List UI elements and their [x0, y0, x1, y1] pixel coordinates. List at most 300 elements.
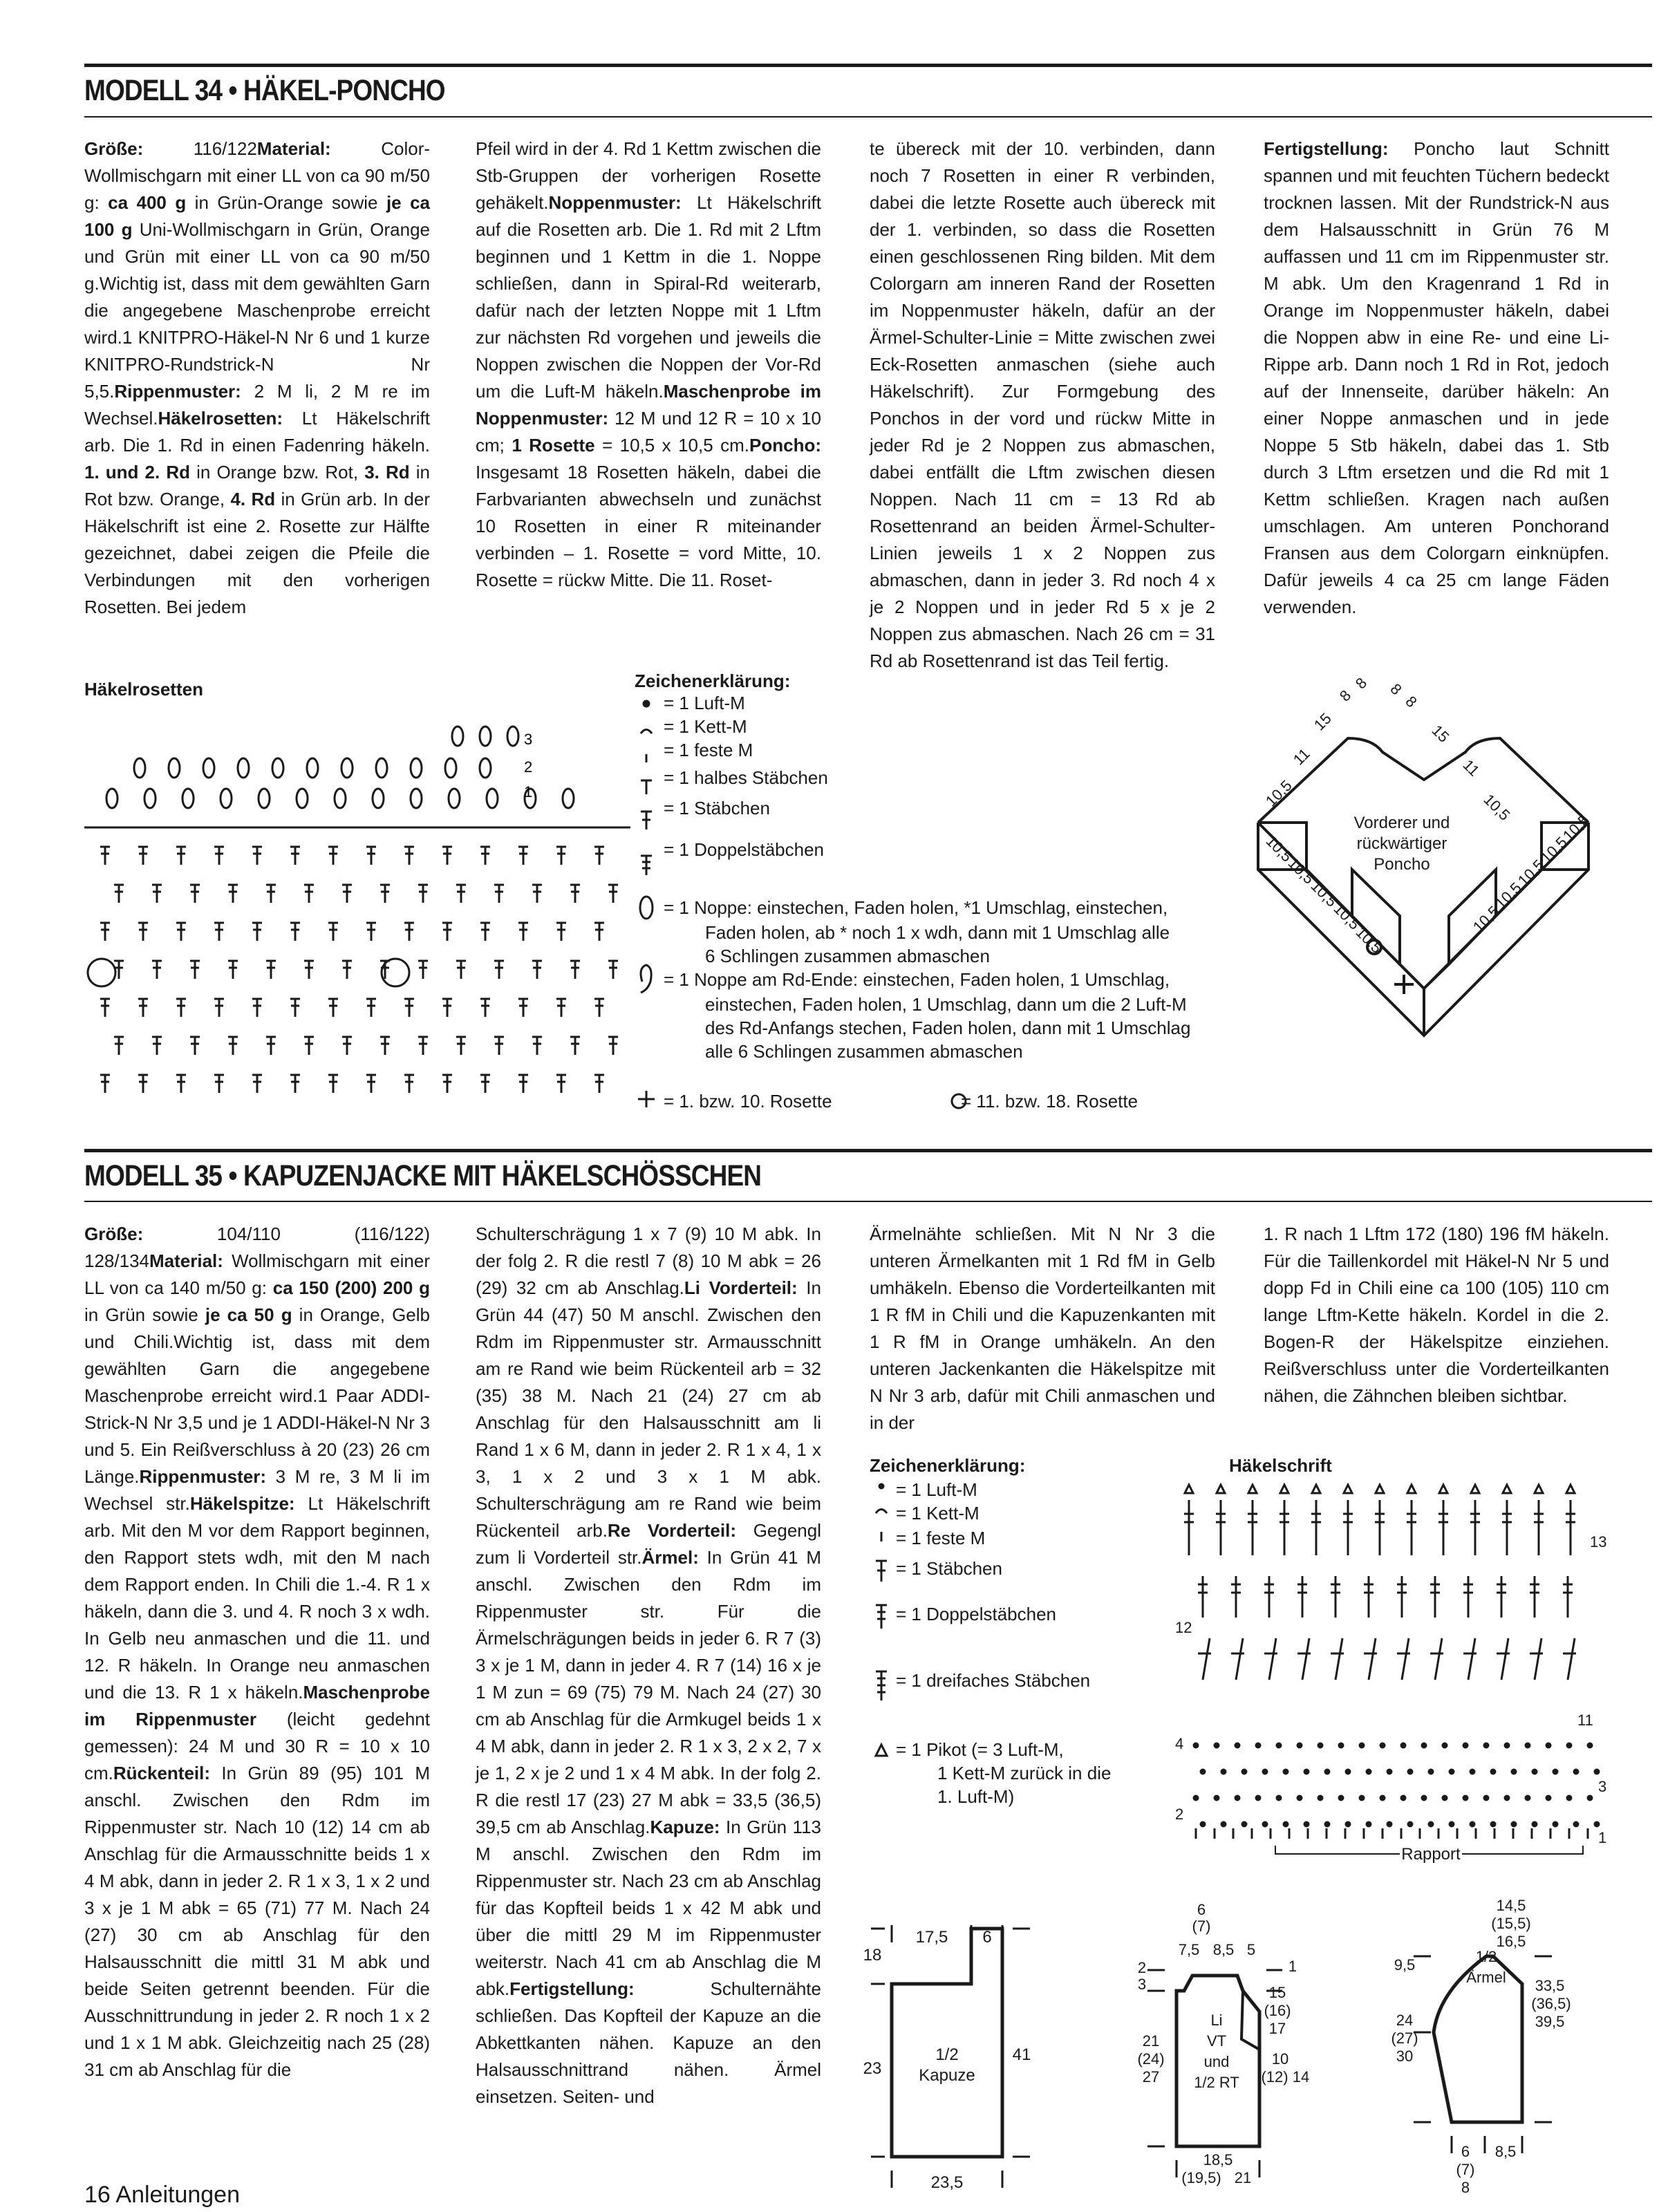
kapuze-dim-right: 41: [1012, 2045, 1031, 2064]
chain-dot: [1380, 1743, 1385, 1747]
stitch-symbol: [518, 1075, 528, 1093]
stitch-symbol: [138, 923, 148, 941]
sleeve-dim-t1: 14,5: [1496, 1897, 1526, 1914]
stitch-symbol: [290, 847, 300, 865]
paragraph: [476, 1221, 821, 2110]
stitch-symbol: [594, 923, 604, 941]
chain-dot: [1339, 1796, 1343, 1800]
stitch-symbol: [480, 1075, 490, 1093]
vt-label-3: und: [1203, 2053, 1230, 2070]
dim-side: 10,5: [1284, 854, 1318, 888]
chain-dot: [1546, 1796, 1550, 1800]
bold-term: Rückenteil:: [113, 1763, 211, 1783]
stitch-symbol: [176, 999, 186, 1017]
modell35-col4-text: 1. R nach 1 Lftm 172 (180) 196 fM häkeln. Für die Taillenkordel mit Häkel-N Nr 5 und dopp Fd in Chili eine ca 100 (105) 110 cm lange Lftm-Kette häkeln. Kordel in die 2. Bogen-R der Häkelspitze einziehen. Reißverschluss unter die Vorderteilkanten nähen, die Zähnchen bleiben sichtbar.: [1264, 1224, 1609, 1406]
stitch-symbol: [556, 847, 566, 865]
fan-stitch: [1364, 1638, 1377, 1680]
fan-stitch: [1530, 1638, 1543, 1680]
bold-term: Ärmel:: [641, 1547, 699, 1568]
bobble: [452, 727, 463, 746]
stitch-symbol: [328, 1075, 338, 1093]
modell34-column-4: [1264, 135, 1609, 621]
modell34-column-1: [84, 135, 430, 621]
stitch-symbol: [304, 885, 314, 903]
sleeve-dim-r1: 33,5: [1535, 1977, 1565, 1994]
stitch-symbol: [532, 1037, 542, 1055]
vt-dim-left2: (24): [1137, 2050, 1165, 2068]
stitch-symbol: [176, 923, 186, 941]
text: In Grün 44 (47) 50 M anschl. Zwischen den Rdm im Rippenmuster str. Armausschnitt am re Rand wie beim Rückenteil arb = 32 (35) 38 M. Nach 21 (24) 27 cm ab Anschlag für den Halsausschnitt am li Rand 1 x 6 M, dann in jeder 2. R 1 x 4, 1 x 3, 1 x 2 und 3 x 1 M abk. Schulterschrägung am re Rand wie beim Rückenteil arb.: [476, 1277, 821, 1541]
legend-item: = 1 Pikot (= 3 Luft-M,: [896, 1739, 1064, 1760]
hdc-symbol: [641, 780, 652, 794]
dim-side: 10,5: [1262, 832, 1296, 865]
legend-item: 1. Luft-M): [937, 1786, 1015, 1807]
vt-dim-s2: 2: [1137, 1959, 1147, 1976]
stitch-symbol: [418, 885, 428, 903]
sleeve-dim-b2: (7): [1456, 2161, 1475, 2178]
chain-dot: [1263, 1822, 1267, 1826]
chain-dot: [1380, 1796, 1385, 1800]
legend-item: = 11. bzw. 18. Rosette: [961, 1091, 1138, 1112]
kapuze-dim-left-top: 18: [863, 1946, 882, 1965]
vt-dim-r2: (16): [1264, 2002, 1291, 2019]
dc-stitch: [1264, 1576, 1274, 1618]
text: Insgesamt 18 Rosetten häkeln, dabei die Farbvarianten abwechseln und zunächst 10 Rosetten in einer R miteinander verbinden – 1. Rosette = vord Mitte, 10. Rosette = rückw Mitte. Die 11. Roset-: [476, 462, 821, 590]
paragraph: [84, 135, 430, 621]
kapuze-dim-left: 23: [863, 2059, 882, 2078]
bobble: [134, 758, 145, 778]
bold-term: Maschenprobe im Rippenmuster: [84, 1682, 430, 1730]
stitch-symbol: [556, 1075, 566, 1093]
chain-dot: [1429, 1770, 1433, 1774]
legend-item: = 1 Kett-M: [664, 716, 747, 737]
bold-term: Maschenprobe im Noppenmuster:: [476, 381, 821, 429]
chain-dot: [1401, 1796, 1405, 1800]
bold-term: ca 400 g: [108, 192, 187, 213]
bobble: [106, 789, 118, 808]
tr-symbol: [641, 856, 652, 875]
text: 1 KNITPRO-Häkel-N Nr 6 und 1 kurze KNITPRO-Rundstrick-N Nr 5,5.: [84, 327, 430, 402]
stitch-symbol: [138, 847, 148, 865]
kapuze-dim-top: 17,5: [915, 1928, 948, 1947]
fan-stitch: [1198, 1638, 1211, 1680]
chain-dot: [1346, 1822, 1350, 1826]
kapuze-dim-top2: 6: [982, 1928, 992, 1947]
vt-dim-b2: (12): [1261, 2068, 1288, 2086]
text: = 10,5 x 10,5 cm.: [594, 435, 750, 456]
bold-term: je ca 100 g: [84, 192, 430, 240]
poncho-schematic: [1189, 662, 1659, 1098]
paragraph: [84, 1221, 430, 2083]
bold-term: Häkelrosetten:: [158, 408, 283, 429]
stitch-symbol: [152, 1037, 162, 1055]
stitch-symbol: [404, 999, 414, 1017]
chain-dot: [1595, 1822, 1599, 1826]
dc-stitch: [1231, 1576, 1241, 1618]
stitch-symbol: [328, 923, 338, 941]
bobble: [307, 758, 318, 778]
legend-item: 6 Schlingen zusammen abmaschen: [705, 946, 990, 966]
picot: [1471, 1485, 1479, 1493]
tall-stitch: [1470, 1500, 1480, 1555]
modell35-title-underline: [84, 1201, 1652, 1202]
legend-item: einstechen, Faden holen, 1 Umschlag, dann um die 2 Luft-M: [705, 994, 1187, 1015]
text: Schulternähte schließen. Das Kopfteil der Kapuze an die Abkettkanten nähen. Kapuze an den Halsausschnittrand nähen. Ärmel einsetzen. Seiten- und: [476, 1978, 821, 2107]
vt-dim-left3: 27: [1142, 2068, 1160, 2086]
legend-item: = 1 Luft-M: [664, 693, 745, 713]
text: In Grün 89 (95) 101 M anschl. Zwischen den Rdm im Rippenmuster str. Nach 10 (12) 14 cm ab Anschlag für die Armausschnitte beids 1 x 4 M abk, dann in jeder 2. R 1 x 3, 1 x 2 und 3 x je 1 M abk = 65 (71) 77 M. Nach 24 (27) 30 cm ab Anschlag für den Halsausschnitt die mittl 31 M abk und beide Seiten getrennt beenden. Für die Ausschnittrundung in jeder 2. R noch 1 x 2 und 1 x 1 M abk. Gleichzeitig nach 25 (28) 31 cm ab Anschlag für die: [84, 1763, 430, 2080]
text: Gegengl zum li Vorderteil str.: [476, 1520, 822, 1568]
vt-label-4: 1/2 RT: [1194, 2074, 1239, 2091]
chain-dot: [1304, 1822, 1309, 1826]
chart-row-3: 3: [1598, 1778, 1607, 1795]
chain-dot: [1546, 1743, 1550, 1747]
chain-dot: [1491, 1822, 1495, 1826]
picot: [1217, 1485, 1225, 1493]
dim-side: 10,5: [1559, 811, 1593, 845]
sleeve-schematic: [1376, 1894, 1652, 2212]
text: in Grün sowie: [84, 1304, 205, 1325]
dim-8: 8: [1402, 692, 1421, 711]
stitch-symbol: [214, 1075, 224, 1093]
fan-stitch: [1264, 1638, 1277, 1680]
chain-dot: [1574, 1770, 1578, 1774]
stitch-symbol: [442, 923, 452, 941]
stitch-symbol: [100, 923, 110, 941]
chain-dot: [1512, 1822, 1516, 1826]
stitch-symbol: [252, 999, 262, 1017]
dim-side: 10,5: [1307, 877, 1341, 910]
text: in Grün arb. In der Häkelschrift ist eine 2. Rosette zur Hälfte gezeichnet, dabei zeigen die Pfeile die Verbindungen mit den vorherigen Rosetten. Bei jedem: [84, 489, 430, 617]
text: in Orange bzw. Rot,: [190, 462, 365, 482]
row-label-1: 1: [524, 783, 533, 800]
chain-dot: [1360, 1743, 1364, 1747]
lace-edging-chart: [1175, 1472, 1659, 1942]
bold-term: Re Vorderteil:: [607, 1520, 736, 1541]
dc-stitch: [1497, 1576, 1506, 1618]
stitch-symbol: [100, 847, 110, 865]
bobble: [182, 789, 194, 808]
vt-dim-bottom3: 21: [1234, 2169, 1252, 2186]
chain-dot: [1491, 1770, 1495, 1774]
stitch-symbol: [518, 847, 528, 865]
rosette-1-symbol: [638, 1091, 655, 1107]
bobble: [341, 758, 353, 778]
stitch-symbol: [366, 847, 376, 865]
stitch-symbol: [100, 999, 110, 1017]
lace-stitches: [1184, 1485, 1599, 1839]
dim-side: 10,5: [1330, 899, 1364, 933]
legend-item: des Rd-Anfangs stechen, Faden holen, dann mit 1 Umschlag: [705, 1018, 1191, 1038]
chain-dot: [1533, 1822, 1537, 1826]
stitch-symbol: [594, 847, 604, 865]
poncho-label-3: Poncho: [1374, 855, 1430, 874]
dim-side: 10,5: [1491, 879, 1525, 912]
chain-dot: [1553, 1770, 1557, 1774]
slip-stitch-symbol: [641, 730, 652, 734]
bold-term: Häkelspitze:: [189, 1493, 295, 1514]
dim-8: 8: [1335, 686, 1355, 705]
stitch-symbol: [252, 923, 262, 941]
chain-dot: [1387, 1770, 1391, 1774]
stitch-symbol: [190, 885, 200, 903]
dim-side: 10,5: [1352, 923, 1386, 957]
legend-item: alle 6 Schlingen zusammen abmaschen: [705, 1041, 1023, 1062]
chain-dot: [1325, 1822, 1329, 1826]
stitch-symbol: [456, 961, 466, 979]
sleeve-dim-h3: 30: [1396, 2047, 1414, 2065]
stitch-symbol: [480, 999, 490, 1017]
kapuze-schematic: [857, 1922, 1092, 2198]
stitch-symbol: [138, 1075, 148, 1093]
kapuze-dim-bottom: 23,5: [930, 2173, 964, 2192]
vt-dim-s3: 3: [1137, 1976, 1147, 1993]
modell34-column-2: [476, 135, 821, 594]
chain-dot: [1297, 1796, 1302, 1800]
bobble: [335, 789, 346, 808]
stitch-symbol: [418, 1037, 428, 1055]
stitch-symbol: [190, 1037, 200, 1055]
sleeve-dim-r2: (36,5): [1531, 1995, 1571, 2012]
bold-term: Kapuze:: [650, 1817, 720, 1837]
stitch-symbol: [328, 999, 338, 1017]
stitch-symbol: [570, 961, 580, 979]
picot: [1248, 1485, 1257, 1493]
picot: [1312, 1485, 1320, 1493]
text: 116/122: [143, 138, 257, 159]
bobble: [238, 758, 249, 778]
chain-dot: [1263, 1770, 1267, 1774]
legend-item: = 1 feste M: [896, 1528, 986, 1548]
stitch-symbol: [266, 885, 276, 903]
modell35-col3-text: Ärmelnähte schließen. Mit N Nr 3 die unteren Ärmelkanten mit 1 Rd fM in Gelb umhäkeln. Ebenso die Vorderteilkanten mit 1 R fM in Chili und die Kapuzenkanten mit 1 R fM in Orange umhäkeln. An den unteren Jackenkanten die Häkelspitze mit N Nr 3 arb, dafür mit Chili anmaschen und in der: [870, 1224, 1215, 1433]
chain-dot: [1443, 1743, 1447, 1747]
bold-term: Poncho:: [749, 435, 822, 456]
tall-stitch: [1502, 1500, 1512, 1555]
chain-dot: [1256, 1796, 1260, 1800]
chain-dot: [1277, 1743, 1281, 1747]
chain-dot: [1346, 1770, 1350, 1774]
text: Lt Häkelschrift arb. Die 1. Rd in einen Fadenring häkeln.: [84, 408, 430, 456]
text: Lt Häkelschrift auf die Rosetten arb. Die 1. Rd mit 2 Lftm beginnen und 1 Kettm in die 1. Noppe schließen, dann in Spiral-Rd weiterarb, dafür nach der letzten Noppe mit 1 Lftm zur nächsten Rd vorgehen und jeweils die Noppen zwischen die Noppen der Vor-Rd um die Luft-M häkeln.: [476, 192, 821, 402]
chain-symbol: [644, 701, 649, 706]
fan-stitch: [1297, 1638, 1311, 1680]
stitch-symbol: [380, 885, 390, 903]
stitch-symbol: [152, 885, 162, 903]
row-label-2: 2: [524, 758, 533, 776]
chain-dot: [1567, 1796, 1571, 1800]
chain-dot: [1284, 1770, 1288, 1774]
stitch-symbol: [518, 999, 528, 1017]
chain-dot: [1470, 1770, 1474, 1774]
stitch-symbol: [328, 847, 338, 865]
stitch-symbol: [608, 885, 618, 903]
bobble: [373, 789, 384, 808]
chain-dot: [1484, 1796, 1488, 1800]
fan-stitch: [1430, 1638, 1443, 1680]
chart-row-13: 13: [1590, 1533, 1607, 1550]
sleeve-dim-r3: 39,5: [1535, 2013, 1565, 2030]
chain-dot: [1297, 1743, 1302, 1747]
bold-term: Material:: [149, 1250, 223, 1271]
chain-dot: [1360, 1796, 1364, 1800]
sleeve-dim-h2: (27): [1391, 2030, 1418, 2047]
bold-term: Größe:: [84, 138, 144, 159]
text: 12 M und 12 R = 10 x 10 cm;: [476, 408, 821, 456]
tall-stitch: [1375, 1500, 1385, 1555]
rosette-1-marker: [1394, 975, 1414, 994]
stitch-symbol: [342, 1037, 352, 1055]
chart-row-1: 1: [1598, 1829, 1607, 1846]
vt-dim-top: 6: [1197, 1901, 1206, 1918]
modell34-col3-text: te übereck mit der 10. verbinden, dann noch 7 Rosetten in einer R verbinden, dabei die letzte Rosette auch übereck mit der 1. verbinden, so dass die Rosetten einen geschlossenen Ring bilden. Mit dem Colorgarn am inneren Rand der Rosetten im Noppenmuster häkeln, dafür an der Ärmel-Schulter-Linie = Mitte zwischen zwei Eck-Rosetten anmaschen (siehe auch Häkelschrift). Zur Formgebung des Ponchos in der vord und rückw Mitte in jeder Rd je 2 Noppen zus abmaschen, dabei entfällt die Lftm zwischen diesen Noppen. Nach 11 cm = 13 Rd ab Rosettenrand an beiden Ärmel-Schulter-Linien jeweils 1 x 2 Noppen zus abmaschen, dann in jeder 3. Rd noch 4 x je 2 Noppen und in jeder Rd 5 x je 2 Noppen zus abmaschen. Nach 26 cm = 31 Rd ab Rosettenrand ist das Teil fertig.: [870, 138, 1215, 671]
stitch-symbol: [190, 961, 200, 979]
bold-term: 3. Rd: [364, 462, 410, 482]
stitch-symbol: [176, 847, 186, 865]
chain-dot: [1484, 1743, 1488, 1747]
legend-item: = 1 Doppelstäbchen: [664, 839, 825, 860]
bold-term: 1 Rosette: [512, 435, 595, 456]
paragraph: [476, 135, 821, 594]
stitch-symbol: [480, 923, 490, 941]
chain-dot: [1215, 1796, 1219, 1800]
page-footer: 16 Anleitungen: [84, 2182, 240, 2208]
bobble-symbol: [640, 897, 653, 919]
stitch-symbol: [252, 1075, 262, 1093]
stitch-symbol: [456, 1037, 466, 1055]
paragraph: [1264, 135, 1609, 621]
chart-row-12: 12: [1175, 1619, 1192, 1636]
text: in Grün-Orange sowie: [186, 192, 386, 213]
chain-dot: [1450, 1770, 1454, 1774]
chain-dot: [1215, 1743, 1219, 1747]
bobble: [169, 758, 180, 778]
dc-stitch: [1397, 1576, 1407, 1618]
text: 1 Paar ADDI-Strick-N Nr 3,5 und je 1 ADDI-Häkel-N Nr 3 und 5. Ein Reißverschluss à 20 (23) 26 cm Länge.: [84, 1385, 430, 1487]
chain-dot: [1235, 1743, 1239, 1747]
rosette-crochet-chart: [84, 702, 630, 1130]
vt-dim-b3: 14: [1292, 2068, 1310, 2086]
dc-stitch: [1530, 1576, 1539, 1618]
sleeve-dim-s1: 9,5: [1394, 1956, 1416, 1974]
fan-stitch: [1397, 1638, 1410, 1680]
stitch-symbol: [456, 885, 466, 903]
legend-item: = 1 Kett-M: [896, 1503, 980, 1524]
chain-dot: [1401, 1743, 1405, 1747]
chain-dot: [1505, 1743, 1509, 1747]
dim-8: 8: [1351, 674, 1371, 693]
haekelrosetten-label: Häkelrosetten: [84, 679, 203, 700]
vt-dim-top3: 7,5: [1178, 1941, 1200, 1958]
bobble: [297, 789, 308, 808]
stitch-symbol: [494, 961, 504, 979]
rosette-center: [88, 959, 115, 986]
stitch-symbol: [290, 999, 300, 1017]
chain-dot: [1422, 1796, 1426, 1800]
chain-dot: [1387, 1822, 1391, 1826]
legend-item: = 1 Noppe am Rd-Ende: einstechen, Faden holen, 1 Umschlag,: [664, 969, 1170, 990]
bold-term: Rippenmuster:: [114, 381, 241, 402]
bobble: [480, 727, 491, 746]
stitch-symbol: [138, 999, 148, 1017]
dc-stitch: [1563, 1576, 1573, 1618]
top-rule: [84, 64, 1652, 67]
stitch-symbol: [532, 961, 542, 979]
chart-row-11: 11: [1577, 1712, 1593, 1729]
stitch-symbol: [518, 923, 528, 941]
legend-item: = 1 Noppe: einstechen, Faden holen, *1 Umschlag, einstechen,: [664, 897, 1168, 918]
chain-dot: [1304, 1770, 1309, 1774]
chain-dot: [1470, 1822, 1474, 1826]
chain-dot: [1318, 1796, 1322, 1800]
modell35-column-1: [84, 1221, 430, 2083]
dim-side: 10,5: [1514, 856, 1548, 890]
sleeve-dim-b3: 8: [1461, 2179, 1470, 2196]
bold-term: Größe:: [84, 1224, 144, 1244]
bobble: [144, 789, 156, 808]
chain-dot: [1408, 1822, 1412, 1826]
bobble: [480, 758, 491, 778]
haekelschrift-label: Häkelschrift: [1229, 1455, 1332, 1476]
dim-side: 10,5: [1537, 833, 1571, 867]
text: Wollmischgarn mit einer LL von ca 140 m/50 g:: [84, 1250, 430, 1298]
picot: [1376, 1485, 1384, 1493]
modell34-title: MODELL 34 • HÄKEL-PONCHO: [84, 74, 445, 107]
text: 104/110 (116/122) 128/134: [84, 1224, 430, 1271]
bold-term: 1. und 2. Rd: [84, 462, 190, 482]
text: Poncho laut Schnitt spannen und mit feuchten Tüchern bedeckt trocknen lassen. Mit der Rundstrick-N aus dem Halsausschnitt in Grün 76 M auffassen und 11 cm im Rippenmuster str. M abk. Um den Kragenrand 1 Rd in Orange im Noppenmuster häkeln, dabei die Noppen abw in eine Re- und eine Li-Rippe arb. Dann noch 1 Rd in Rot, jedoch auf der Innenseite, darüber häkeln: An einer Noppe anmaschen und in jede Noppe 5 Stb häkeln, dabei das 1. Stb durch 3 Lftm ersetzen und die Rd mit 1 Kettm schließen. Kragen nach außen umschlagen. Am unteren Ponchorand Fransen aus dem Colorgarn einknüpfen. Dafür jeweils 4 ca 25 cm lange Fäden verwenden.: [1264, 138, 1609, 617]
vt-dim-b1: 10: [1271, 2050, 1289, 2068]
text: 3 M re, 3 M li im Wechsel str.: [84, 1466, 430, 1514]
stitch-symbol: [266, 961, 276, 979]
bold-term: Li Vorderteil:: [684, 1277, 798, 1298]
text: 2 M li, 2 M re im Wechsel.: [84, 381, 430, 429]
chain-dot: [1553, 1822, 1557, 1826]
tall-stitch: [1566, 1500, 1575, 1555]
stitch-symbol: [608, 1037, 618, 1055]
stitch-symbol: [366, 1075, 376, 1093]
bobble: [203, 758, 214, 778]
stitch-symbol: [442, 847, 452, 865]
text: Pfeil wird in der 4. Rd 1 Kettm zwischen die Stb-Gruppen der vorherigen Rosette gehäkelt.: [476, 138, 821, 213]
stitch-symbol: [556, 999, 566, 1017]
bold-term: 4. Rd: [230, 489, 276, 509]
chain-dot: [1277, 1796, 1281, 1800]
stitch-symbol: [114, 1037, 124, 1055]
chain-dot: [1567, 1743, 1571, 1747]
stitch-symbol: [114, 885, 124, 903]
bobble-rows: [106, 727, 574, 808]
tall-stitch: [1534, 1500, 1544, 1555]
text: In Grün 41 M anschl. Zwischen den Rdm im Rippenmuster str. Für die Ärmelschrägungen beids in jeder 6. R 7 (3) 3 x je 1 M, dann in jeder 4. R 7 (14) 16 x je 1 M zun = 69 (75) 79 M. Nach 24 (27) 30 cm ab Anschlag für die Armkugel beids 1 x 4 M abk, dann in jeder 2. R 1 x 3, 2 x 2, 7 x je 1, 2 x je 2 und 1 x 4 M abk. In der folg 2. R die restl 17 (23) 27 M abk = 33,5 (36,5) 39,5 cm ab Anschlag.: [476, 1547, 821, 1837]
tall-stitch: [1184, 1500, 1194, 1555]
picot: [1535, 1485, 1543, 1493]
poncho-label-2: rückwärtiger: [1356, 834, 1447, 853]
kapuze-label-1: 1/2: [935, 2045, 959, 2064]
text: Lt Häkelschrift arb. Mit den M vor dem Rapport beginnen, den Rapport stets wdh, mit den M nach dem Rapport enden. In Chili die 1.-4. R 1 x häkeln, dann die 3. und 4. R noch 3 x wdh. In Gelb neu anmaschen und die 11. und 12. R häkeln. In Orange neu anmaschen und die 13. R 1 x häkeln.: [84, 1493, 430, 1703]
bold-term: Fertigstellung:: [509, 1978, 635, 1999]
legend-item: = 1 Stäbchen: [896, 1558, 1002, 1579]
stitch-symbol: [594, 1075, 604, 1093]
stitch-symbol: [228, 885, 238, 903]
modell35-legend-title: Zeichenerklärung:: [870, 1455, 1026, 1476]
bold-term: Material:: [256, 138, 331, 159]
stitch-symbol: [290, 1075, 300, 1093]
stitch-symbol: [176, 1075, 186, 1093]
modell34-legend-title: Zeichenerklärung:: [635, 671, 791, 691]
vt-label-1: Li: [1210, 2012, 1223, 2029]
stitch-symbol: [570, 1037, 580, 1055]
